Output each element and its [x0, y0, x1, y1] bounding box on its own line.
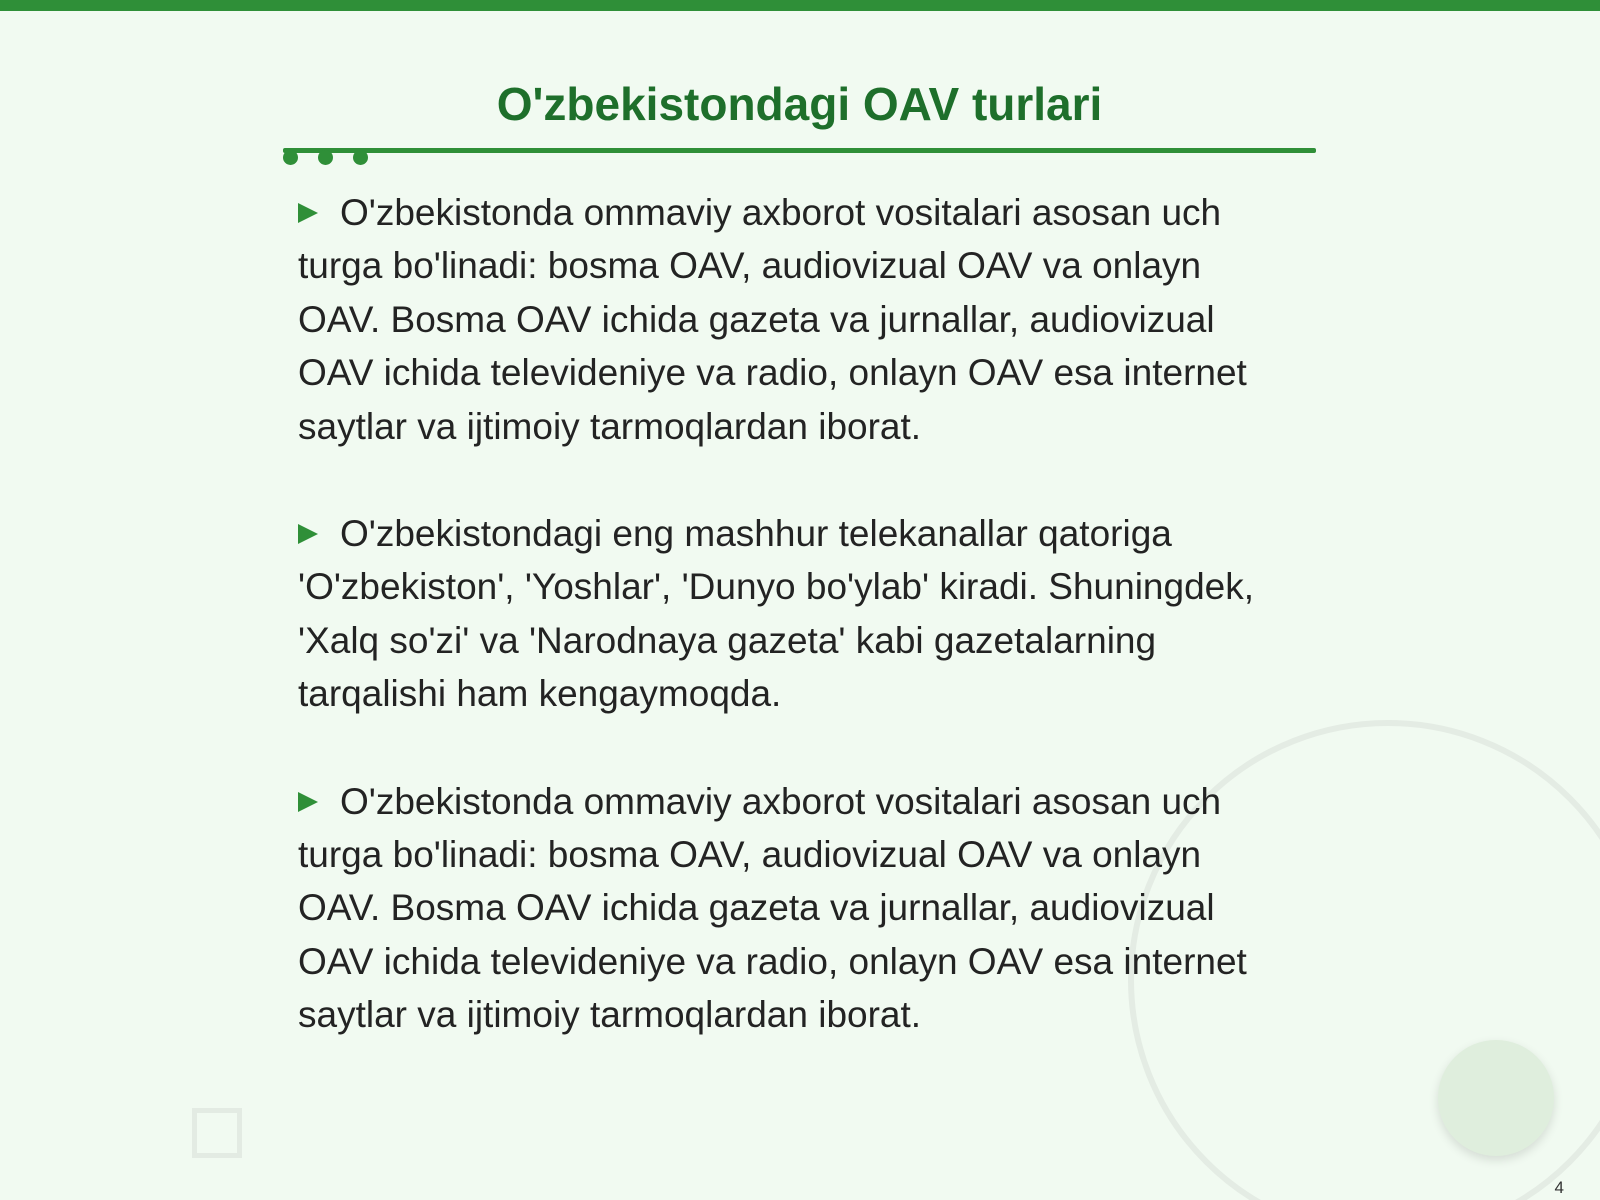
bullet-text: O'zbekistonda ommaviy axborot vositalari asosan uch turga bo'linadi: bosma OAV, audiovizual OAV va onlayn OAV. Bosma OAV ichida gazeta va jurnallar, audiovizual OAV ichida televideniye va radio, onlayn OAV esa internet saytlar va ijtimoiy tarmoqlardan iborat.: [298, 192, 1247, 447]
triangle-right-icon: [298, 792, 318, 812]
decorative-square: [192, 1108, 242, 1158]
slide-title: O'zbekistondagi OAV turlari: [496, 78, 1103, 130]
triangle-right-icon: [298, 524, 318, 544]
bullet-text: O'zbekistonda ommaviy axborot vositalari asosan uch turga bo'linadi: bosma OAV, audiovizual OAV va onlayn OAV. Bosma OAV ichida gazeta va jurnallar, audiovizual OAV ichida televideniye va radio, onlayn OAV esa internet saytlar va ijtimoiy tarmoqlardan iborat.: [298, 780, 1247, 1036]
decorative-disc: [1438, 1040, 1554, 1156]
title-underline: [283, 148, 1316, 153]
decorative-dot: [353, 150, 368, 165]
bullet-item: [298, 186, 1268, 453]
triangle-right-icon: [298, 203, 318, 223]
top-accent-bar: [0, 0, 1600, 11]
bullet-item: [298, 507, 1268, 721]
bullet-text: O'zbekistondagi eng mashhur telekanallar qatoriga 'O'zbekiston', 'Yoshlar', 'Dunyo bo'ylab' kiradi. Shuningdek, 'Xalq so'zi' va 'Narodnaya gazeta' kabi gazetalarning tarqalishi ham kengaymoqda.: [298, 513, 1255, 715]
decorative-dot: [283, 150, 298, 165]
page-number: 4: [1554, 1178, 1564, 1197]
bullet-item: [298, 775, 1268, 1042]
bullet-list: [298, 186, 1268, 1096]
decorative-dot: [318, 150, 333, 165]
